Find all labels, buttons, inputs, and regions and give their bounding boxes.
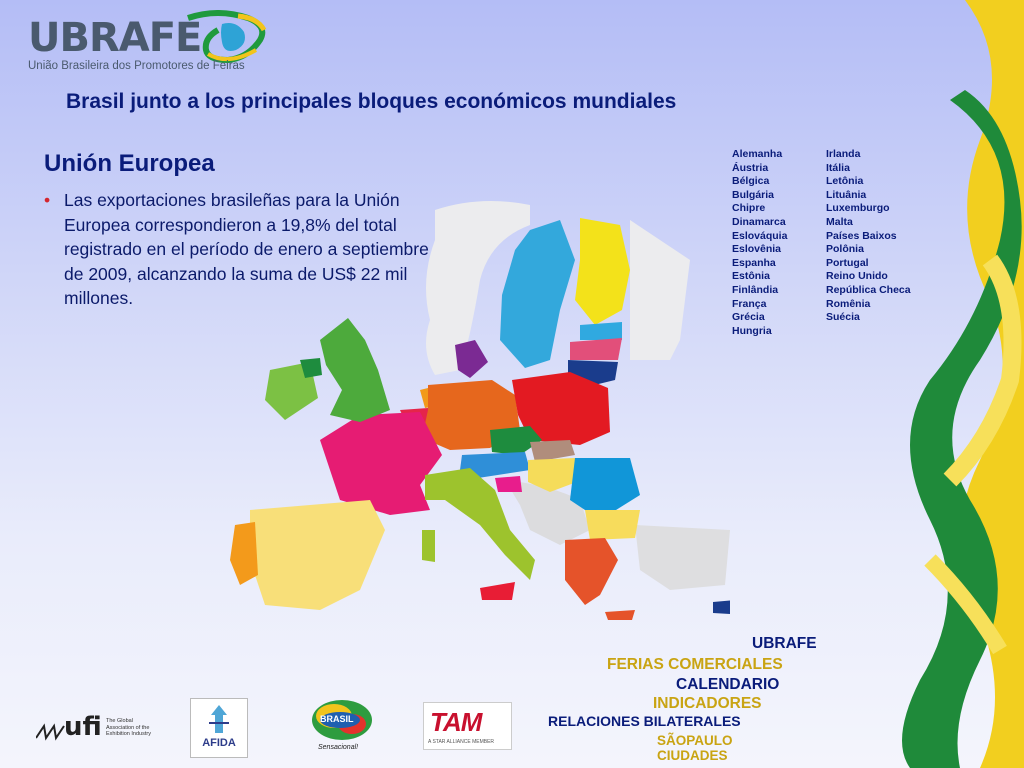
bullet-text: Las exportaciones brasileñas para la Unión Europea correspondieron a 19,8% del total registrado en el período de enero a septiembre de 2009, alcanzando la suma de US$ 22 mil millones. bbox=[64, 190, 429, 308]
map-slovenia bbox=[495, 476, 522, 492]
ufi-tagline-line: Exhibition Industry bbox=[106, 731, 151, 737]
arrow-figure-icon bbox=[205, 703, 233, 735]
country-name: Portugal bbox=[826, 256, 869, 269]
brasil-sensacional-logo[interactable] bbox=[310, 698, 374, 756]
country-name: Finlândia bbox=[732, 283, 779, 296]
country-name: Espanha bbox=[732, 256, 776, 269]
map-portugal bbox=[230, 522, 258, 585]
menu-ciudades[interactable]: CIUDADES bbox=[657, 748, 728, 763]
country-name: Bulgária bbox=[732, 188, 775, 201]
map-france bbox=[320, 412, 442, 515]
map-crete bbox=[605, 610, 635, 620]
country-name: Reino Unido bbox=[826, 270, 888, 283]
country-name: Irlanda bbox=[826, 148, 861, 160]
country-name: Países Baixos bbox=[826, 229, 897, 242]
afida-logo[interactable] bbox=[190, 698, 248, 758]
country-name: Lituânia bbox=[826, 188, 867, 201]
section-heading: Unión Europea bbox=[44, 150, 215, 177]
map-bulgaria bbox=[585, 510, 640, 540]
country-name: Grécia bbox=[732, 311, 765, 324]
country-name: Polônia bbox=[826, 243, 864, 256]
menu-indicadores[interactable]: INDICADORES bbox=[653, 695, 762, 712]
country-name: Eslováquia bbox=[732, 229, 788, 242]
brazil-map-swoosh-icon bbox=[178, 10, 273, 65]
page-title: Brasil junto a los principales bloques económicos mundiales bbox=[66, 90, 677, 113]
tam-logo[interactable] bbox=[423, 702, 512, 750]
brazil-ribbon-decoration bbox=[870, 0, 1024, 768]
country-name: Itália bbox=[826, 161, 850, 174]
map-turkey bbox=[635, 525, 730, 590]
country-name: Bélgica bbox=[732, 175, 770, 188]
country-name: Hungria bbox=[732, 324, 772, 337]
country-name: Romênia bbox=[826, 297, 871, 310]
menu-ubrafe[interactable]: UBRAFE bbox=[752, 635, 817, 652]
bullet-dot: • bbox=[44, 190, 51, 210]
country-name: França bbox=[732, 297, 767, 310]
menu-ferias-comerciales[interactable]: FERIAS COMERCIALES bbox=[607, 656, 783, 673]
european-union-map bbox=[230, 200, 730, 630]
afida-label: AFIDA bbox=[202, 737, 236, 749]
ufi-wordmark: ufi bbox=[64, 712, 102, 742]
map-russia bbox=[630, 220, 690, 360]
ufi-tagline bbox=[106, 718, 151, 738]
tam-tagline: A STAR ALLIANCE MEMBER bbox=[428, 739, 495, 745]
ufi-tagline-line: Association of the bbox=[106, 724, 150, 731]
country-name: Chipre bbox=[732, 202, 766, 215]
country-name: Luxemburgo bbox=[826, 202, 890, 215]
map-sweden bbox=[500, 220, 575, 368]
logo-subtitle: União Brasileira dos Promotores de Feiras bbox=[28, 60, 245, 72]
country-name: Áustria bbox=[732, 161, 769, 174]
map-sicily bbox=[480, 582, 515, 600]
map-denmark bbox=[455, 340, 488, 378]
country-name: Eslovênia bbox=[732, 243, 782, 256]
tam-wordmark: TAM bbox=[430, 707, 482, 737]
map-finland bbox=[575, 218, 630, 325]
brasil-tagline: Sensacional! bbox=[318, 744, 359, 751]
logo-wordmark: UBRAFE bbox=[28, 15, 202, 61]
country-name: Malta bbox=[826, 215, 853, 228]
map-greece bbox=[565, 538, 618, 605]
country-name: Dinamarca bbox=[732, 215, 786, 228]
brasil-label: BRASIL bbox=[320, 714, 354, 724]
wave-icon bbox=[36, 722, 66, 742]
ufi-logo[interactable] bbox=[36, 712, 156, 748]
country-name: Alemanha bbox=[732, 148, 783, 160]
country-name: Estônia bbox=[732, 270, 770, 283]
map-uk bbox=[320, 318, 390, 422]
map-latvia bbox=[570, 338, 622, 360]
menu-calendario[interactable]: CALENDARIO bbox=[676, 676, 780, 693]
map-sardinia bbox=[422, 530, 435, 562]
menu-relaciones-bilaterales[interactable]: RELACIONES BILATERALES bbox=[548, 713, 741, 729]
map-estonia bbox=[580, 322, 622, 340]
map-spain bbox=[250, 500, 385, 610]
country-name: República Checa bbox=[826, 283, 911, 296]
menu-saopaulo[interactable]: SÃOPAULO bbox=[657, 733, 733, 748]
ufi-tagline-line: The Global bbox=[106, 718, 133, 724]
map-cyprus bbox=[713, 600, 730, 614]
country-name: Suécia bbox=[826, 311, 860, 324]
ubrafe-logo[interactable] bbox=[28, 10, 268, 78]
country-name: Letônia bbox=[826, 175, 864, 188]
country-list-col1 bbox=[732, 148, 787, 338]
